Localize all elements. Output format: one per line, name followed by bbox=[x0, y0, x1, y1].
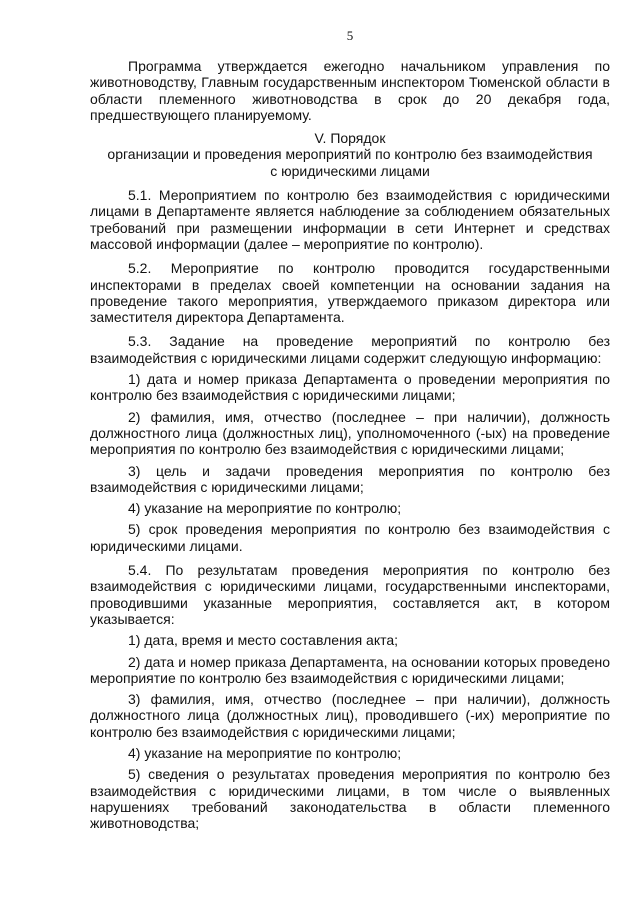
list-item-5-3-1: 1) дата и номер приказа Департамента о проведении мероприятия по контролю без взаимодействия с юридическими лицами; bbox=[90, 371, 610, 404]
list-item-5-3-2: 2) фамилия, имя, отчество (последнее – при наличии), должность должностного лица (должностных лиц), уполномоченного (-ых) на проведение мероприятия по контролю без взаимодействия с юридическими лицами; bbox=[90, 408, 610, 458]
list-item-5-4-5: 5) сведения о результатах проведения мероприятия по контролю без взаимодействия с юридическими лицами, в том числе о выявленных нарушениях требований законодательства в области племенного животноводства; bbox=[90, 766, 610, 832]
section-heading bbox=[90, 130, 610, 179]
list-item-5-4-3: 3) фамилия, имя, отчество (последнее – при наличии), должность должностного лица (должностных лиц), проводившего (-их) мероприятие по контролю без взаимодействия с юридическими лицами; bbox=[90, 691, 610, 740]
list-item-5-4-1: 1) дата, время и место составления акта; bbox=[128, 632, 399, 649]
section-heading-line-1: V. Порядок bbox=[314, 130, 386, 147]
section-heading-line-2: организации и проведения мероприятий по контролю без взаимодействия bbox=[107, 146, 593, 163]
paragraph-5-4: 5.4. По результатам проведения мероприятия по контролю без взаимодействия с юридическими лицами, государственными инспекторами, проводившими указанные мероприятия, составляется акт, в котором указывается: bbox=[90, 562, 610, 627]
paragraph-5-2: 5.2. Мероприятие по контролю проводится государственными инспекторами в пределах своей компетенции на основании задания на проведение такого мероприятия, утверждаемого приказом директора или заместителя директора Департамента. bbox=[90, 260, 610, 326]
list-item-5-4-4: 4) указание на мероприятие по контролю; bbox=[128, 744, 402, 761]
document-page bbox=[90, 28, 610, 831]
list-item-5-4-2: 2) дата и номер приказа Департамента, на основании которых проведено мероприятие по контролю без взаимодействия с юридическими лицами; bbox=[90, 653, 610, 686]
section-heading-line-3: с юридическими лицами bbox=[270, 162, 430, 179]
list-item-5-3-5: 5) срок проведения мероприятия по контролю без взаимодействия с юридическими лицами. bbox=[90, 521, 610, 554]
paragraph-5-3: 5.3. Задание на проведение мероприятий по контролю без взаимодействия с юридическими лицами содержит следующую информацию: bbox=[90, 333, 610, 366]
page-number: 5 bbox=[346, 28, 354, 43]
list-item-5-3-3: 3) цель и задачи проведения мероприятия по контролю без взаимодействия с юридическими лицами; bbox=[90, 462, 610, 495]
list-item-5-3-4: 4) указание на мероприятие по контролю; bbox=[128, 500, 402, 517]
paragraph-5-1: 5.1. Мероприятием по контролю без взаимодействия с юридическими лицами в Департаменте является наблюдение за соблюдением обязательных требований при размещении информации в сети Интернет и средствах массовой информации (далее – мероприятие по контролю). bbox=[90, 187, 610, 252]
intro-paragraph: Программа утверждается ежегодно начальником управления по животноводству, Главным государственным инспектором Тюменской области в области племенного животноводства в срок до 20 декабря года, предшествующего планируемому. bbox=[90, 58, 610, 123]
